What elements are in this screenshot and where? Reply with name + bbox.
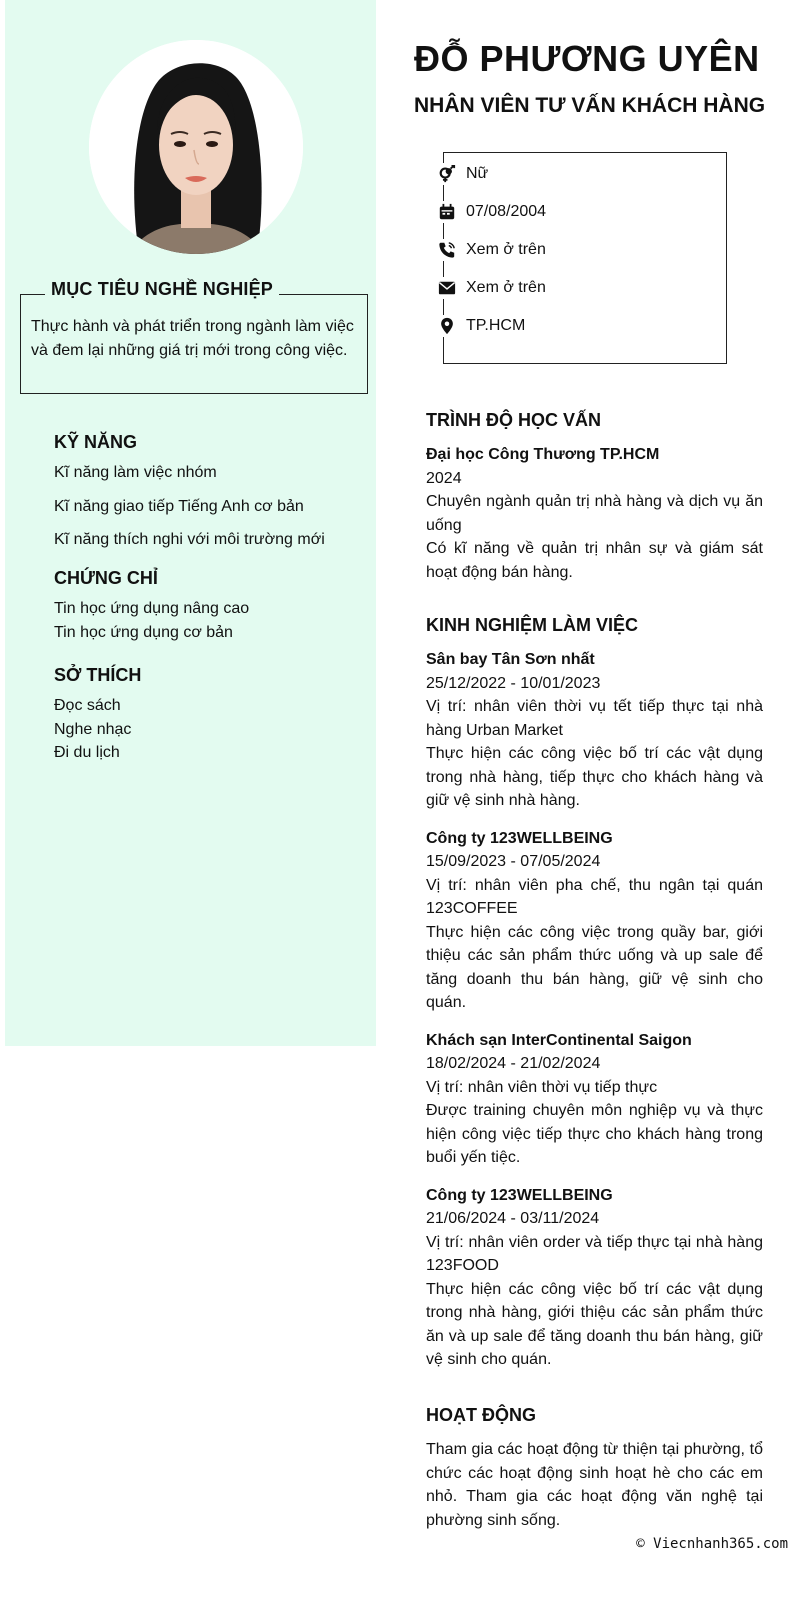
activities-section (426, 1405, 763, 1532)
email-value: Xem ở trên (466, 279, 546, 296)
education-year: 2024 (426, 469, 462, 487)
hobbies-section (54, 665, 364, 765)
sidebar (5, 0, 376, 1046)
info-birthdate (436, 201, 550, 223)
experience-company: Sân bay Tân Sơn nhất (426, 651, 595, 668)
experience-entry (426, 1029, 763, 1170)
education-line: Chuyên ngành quản trị nhà hàng và dịch vụ ăn uống (426, 493, 763, 534)
experience-entry (426, 827, 763, 1015)
location-value: TP.HCM (466, 317, 526, 334)
education-school: Đại học Công Thương TP.HCM (426, 446, 660, 463)
experience-heading: KINH NGHIỆM LÀM VIỆC (426, 615, 639, 635)
experience-position: Vị trí: nhân viên thời vụ tết tiếp thực tại nhà hàng Urban Market (426, 698, 763, 739)
experience-entry (426, 648, 763, 813)
skill-item: Kĩ năng làm việc nhóm (54, 464, 217, 481)
experience-description: Thực hiện các công việc bố trí các vật dụng trong nhà hàng, giới thiệu các sản phẩm thức ăn và up sale để tăng doanh thu bán hàng, giữ vệ sinh cho quán. (426, 1280, 763, 1368)
personal-info-box (443, 152, 727, 364)
phone-value: Xem ở trên (466, 241, 546, 258)
envelope-icon (438, 279, 456, 297)
experience-dates: 15/09/2023 - 07/05/2024 (426, 853, 601, 870)
hobby-item: Nghe nhạc (54, 720, 132, 738)
experience-dates: 21/06/2024 - 03/11/2024 (426, 1210, 600, 1227)
education-section (426, 410, 763, 584)
education-heading: TRÌNH ĐỘ HỌC VẤN (426, 410, 601, 430)
candidate-name: ĐỖ PHƯƠNG UYÊN (414, 38, 760, 79)
skills-heading: KỸ NĂNG (54, 432, 138, 452)
experience-description: Được training chuyên môn nghiệp vụ và thực hiện công việc tiếp thực cho khách hàng trong buổi yến tiệc. (426, 1102, 763, 1166)
info-gender (436, 163, 492, 185)
experience-dates: 25/12/2022 - 10/01/2023 (426, 674, 601, 692)
certificate-item: Tin học ứng dụng cơ bản (54, 623, 233, 641)
skill-item: Kĩ năng giao tiếp Tiếng Anh cơ bản (54, 497, 304, 515)
info-location (436, 315, 529, 337)
info-phone (436, 239, 550, 261)
experience-position: Vị trí: nhân viên pha chế, thu ngân tại quán 123COFFEE (426, 876, 763, 917)
experience-section (426, 615, 763, 1386)
hobbies-heading: SỞ THÍCH (54, 665, 142, 685)
experience-description: Thực hiện các công việc trong quầy bar, giới thiệu các sản phẩm thức uống và up sale để tăng doanh thu bán hàng, giữ vệ sinh cho quán. (426, 923, 763, 1011)
portrait-illustration (89, 40, 303, 254)
calendar-icon (438, 203, 456, 221)
experience-company: Công ty 123WELLBEING (426, 1186, 613, 1204)
objective-text: Thực hành và phát triển trong ngành làm việc và đem lại những giá trị mới trong công việc. (31, 318, 354, 359)
objective-title: MỤC TIÊU NGHỀ NGHIỆP (45, 279, 279, 300)
objective-box (20, 279, 368, 394)
skill-item: Kĩ năng thích nghi với môi trường mới (54, 531, 325, 548)
hobby-item: Đi du lịch (54, 744, 120, 761)
gender-value: Nữ (466, 165, 489, 182)
footer-watermark: © Viecnhanh365.com (636, 1536, 788, 1552)
hobby-item: Đọc sách (54, 697, 121, 714)
info-email (436, 277, 550, 299)
profile-photo (89, 40, 303, 254)
job-title: NHÂN VIÊN TƯ VẤN KHÁCH HÀNG (414, 94, 766, 117)
activities-text: Tham gia các hoạt động từ thiện tại phường, tổ chức các hoạt động sinh hoạt hè cho các em nhỏ. Tham gia các hoạt động văn nghệ tại phường sinh sống. (426, 1441, 763, 1529)
experience-description: Thực hiện các công việc bố trí các vật dụng trong nhà hàng, tiếp thực cho khách hàng và giữ vệ sinh nhà hàng. (426, 745, 763, 809)
certificates-heading: CHỨNG CHỈ (54, 568, 158, 588)
location-pin-icon (438, 317, 456, 335)
education-line: Có kĩ năng về quản trị nhân sự và giám sát hoạt động bán hàng. (426, 540, 763, 581)
experience-position: Vị trí: nhân viên order và tiếp thực tại nhà hàng 123FOOD (426, 1233, 763, 1274)
experience-company: Công ty 123WELLBEING (426, 829, 613, 847)
experience-entry (426, 1184, 763, 1372)
skills-section (54, 432, 364, 562)
experience-company: Khách sạn InterContinental Saigon (426, 1031, 692, 1049)
certificate-item: Tin học ứng dụng nâng cao (54, 600, 250, 617)
phone-icon (438, 241, 456, 259)
gender-icon (438, 165, 456, 183)
activities-heading: HOẠT ĐỘNG (426, 1405, 536, 1425)
experience-dates: 18/02/2024 - 21/02/2024 (426, 1055, 601, 1072)
birthdate-value: 07/08/2004 (466, 203, 547, 220)
experience-position: Vị trí: nhân viên thời vụ tiếp thực (426, 1078, 658, 1096)
certificates-section (54, 568, 364, 644)
